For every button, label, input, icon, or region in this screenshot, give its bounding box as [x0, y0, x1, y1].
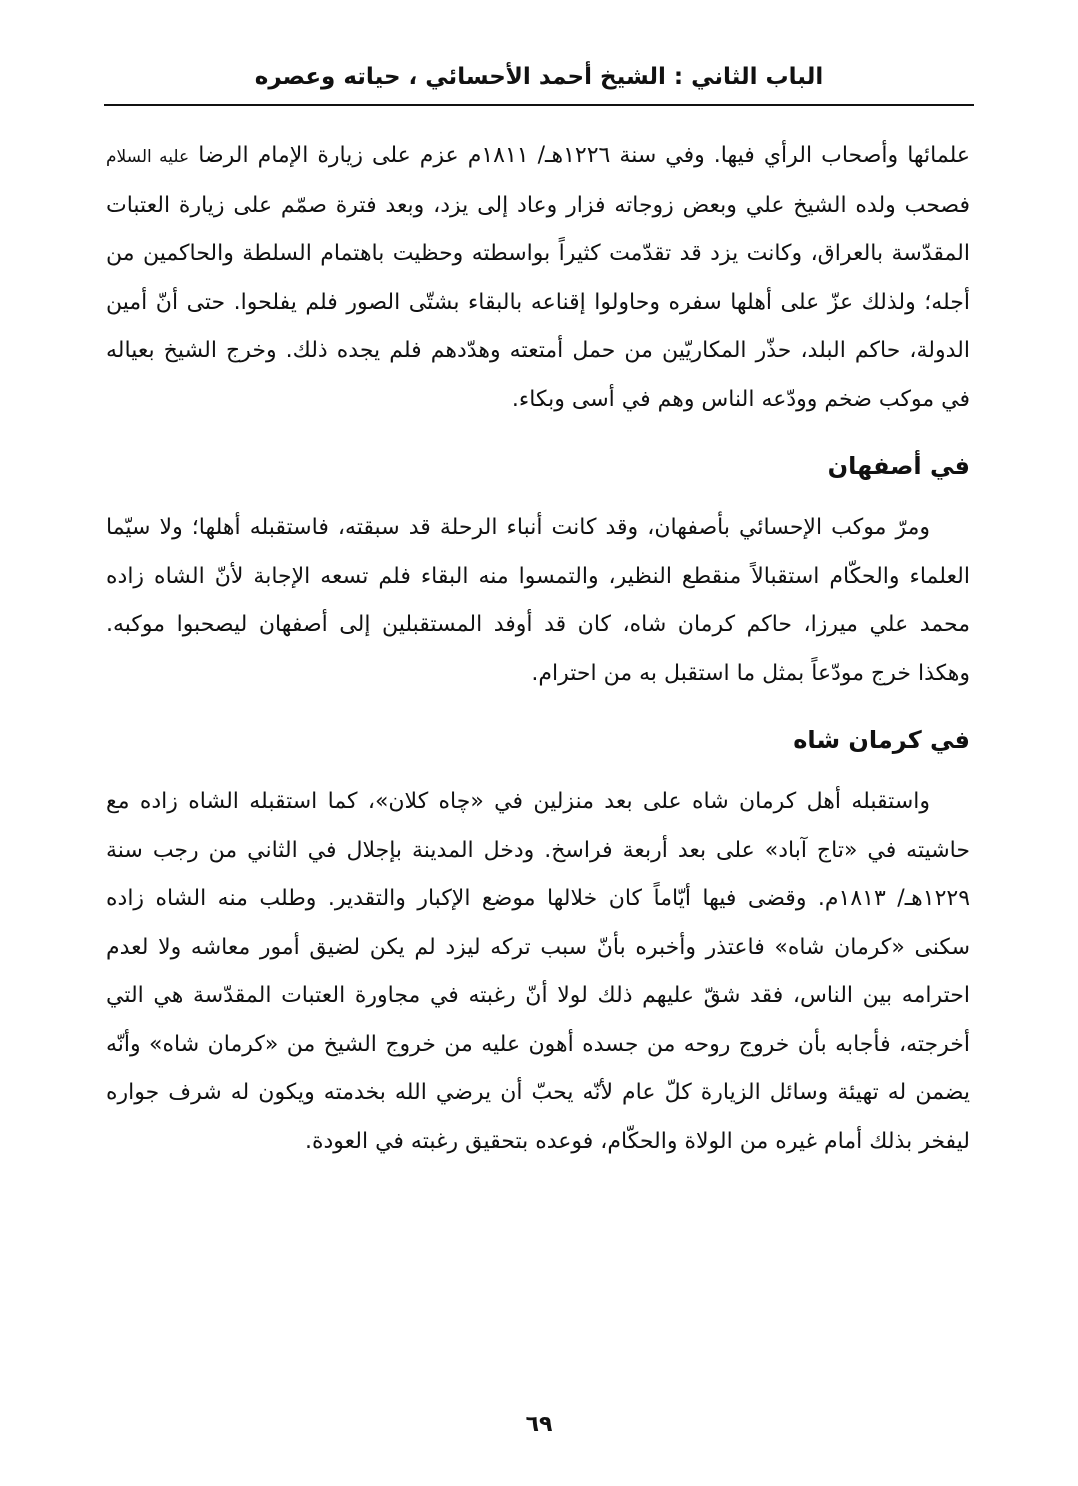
paragraph-text: فصحب ولده الشيخ علي وبعض زوجاته فزار وعاد إلى يزد، وبعد فترة صمّم على زيارة العتبات المقدّسة بالعراق، وكانت يزد قد تقدّمت كثيراً بواسطته وحظيت باهتمام السلطة والحاكمين من أجله؛ ولذلك عزّ على أهلها سفره وحاولوا إقناعه بالبقاء بشتّى الصور فلم يفلحوا. حتى أنّ أمين الدولة، حاكم البلد، حذّر المكاريّين من حمل أمتعته وهدّدهم فلم يجده ذلك. وخرج الشيخ بعياله في موكب ضخم وودّعه الناس وهم في أسى وبكاء.	[106, 192, 970, 412]
body-text	[106, 132, 970, 1166]
spacer	[106, 424, 970, 450]
spacer	[106, 482, 970, 504]
header-rule	[104, 104, 974, 106]
paragraph-kermanshah: واستقبله أهل كرمان شاه على بعد منزلين في «چاه كلان»، كما استقبله الشاه زاده مع حاشيته في «تاج آباد» على بعد أربعة فراسخ. ودخل المدينة بإجلال في الثاني من رجب سنة ١٢٢٩هـ/ ١٨١٣م. وقضى فيها أيّاماً كان خلالها موضع الإكبار والتقدير. وطلب منه الشاه زاده سكنى «كرمان شاه» فاعتذر وأخبره بأنّ سبب تركه ليزد لم يكن لضيق أمور معاشه ولا لعدم احترامه بين الناس، فقد شقّ عليهم ذلك لولا أنّ رغبته في مجاورة العتبات المقدّسة هي التي أخرجته، فأجابه بأن خروج روحه من جسده أهون عليه من خروج الشيخ من «كرمان شاه» وأنّه يضمن له تهيئة وسائل الزيارة كلّ عام لأنّه يحبّ أن يرضي الله بخدمته ويكون له شرف جواره ليفخر بذلك أمام غيره من الولاة والحكّام، فوعده بتحقيق رغبته في العودة.	[106, 789, 971, 1154]
page-number: ٦٩	[525, 1412, 553, 1437]
running-header: الباب الثاني : الشيخ أحمد الأحسائي ، حياته وعصره	[254, 64, 824, 90]
section-heading-isfahan: في أصفهان	[827, 452, 970, 480]
spacer	[106, 698, 970, 724]
paragraph-text: علمائها وأصحاب الرأي فيها. وفي سنة ١٢٢٦هـ/ ١٨١١م عزم على زيارة الإمام الرضا	[198, 143, 970, 168]
paragraph-isfahan: ومرّ موكب الإحسائي بأصفهان، وقد كانت أنباء الرحلة قد سبقته، فاستقبله أهلها؛ ولا سيّما العلماء والحكّام استقبالاً منقطع النظير، والتمسوا منه البقاء فلم تسعه الإجابة لأنّ الشاه زاده محمد علي ميرزا، حاكم كرمان شاه، كان قد أوفد المستقبلين إلى أصفهان ليصحبوا موكبه. وهكذا خرج مودّعاً بمثل ما استقبل به من احترام.	[106, 515, 970, 686]
spacer	[106, 756, 970, 778]
paragraph-yazd-departure	[106, 132, 970, 424]
section-heading-kermanshah: في كرمان شاه	[793, 726, 970, 754]
honorific-ligature: عليه السلام	[106, 147, 190, 167]
